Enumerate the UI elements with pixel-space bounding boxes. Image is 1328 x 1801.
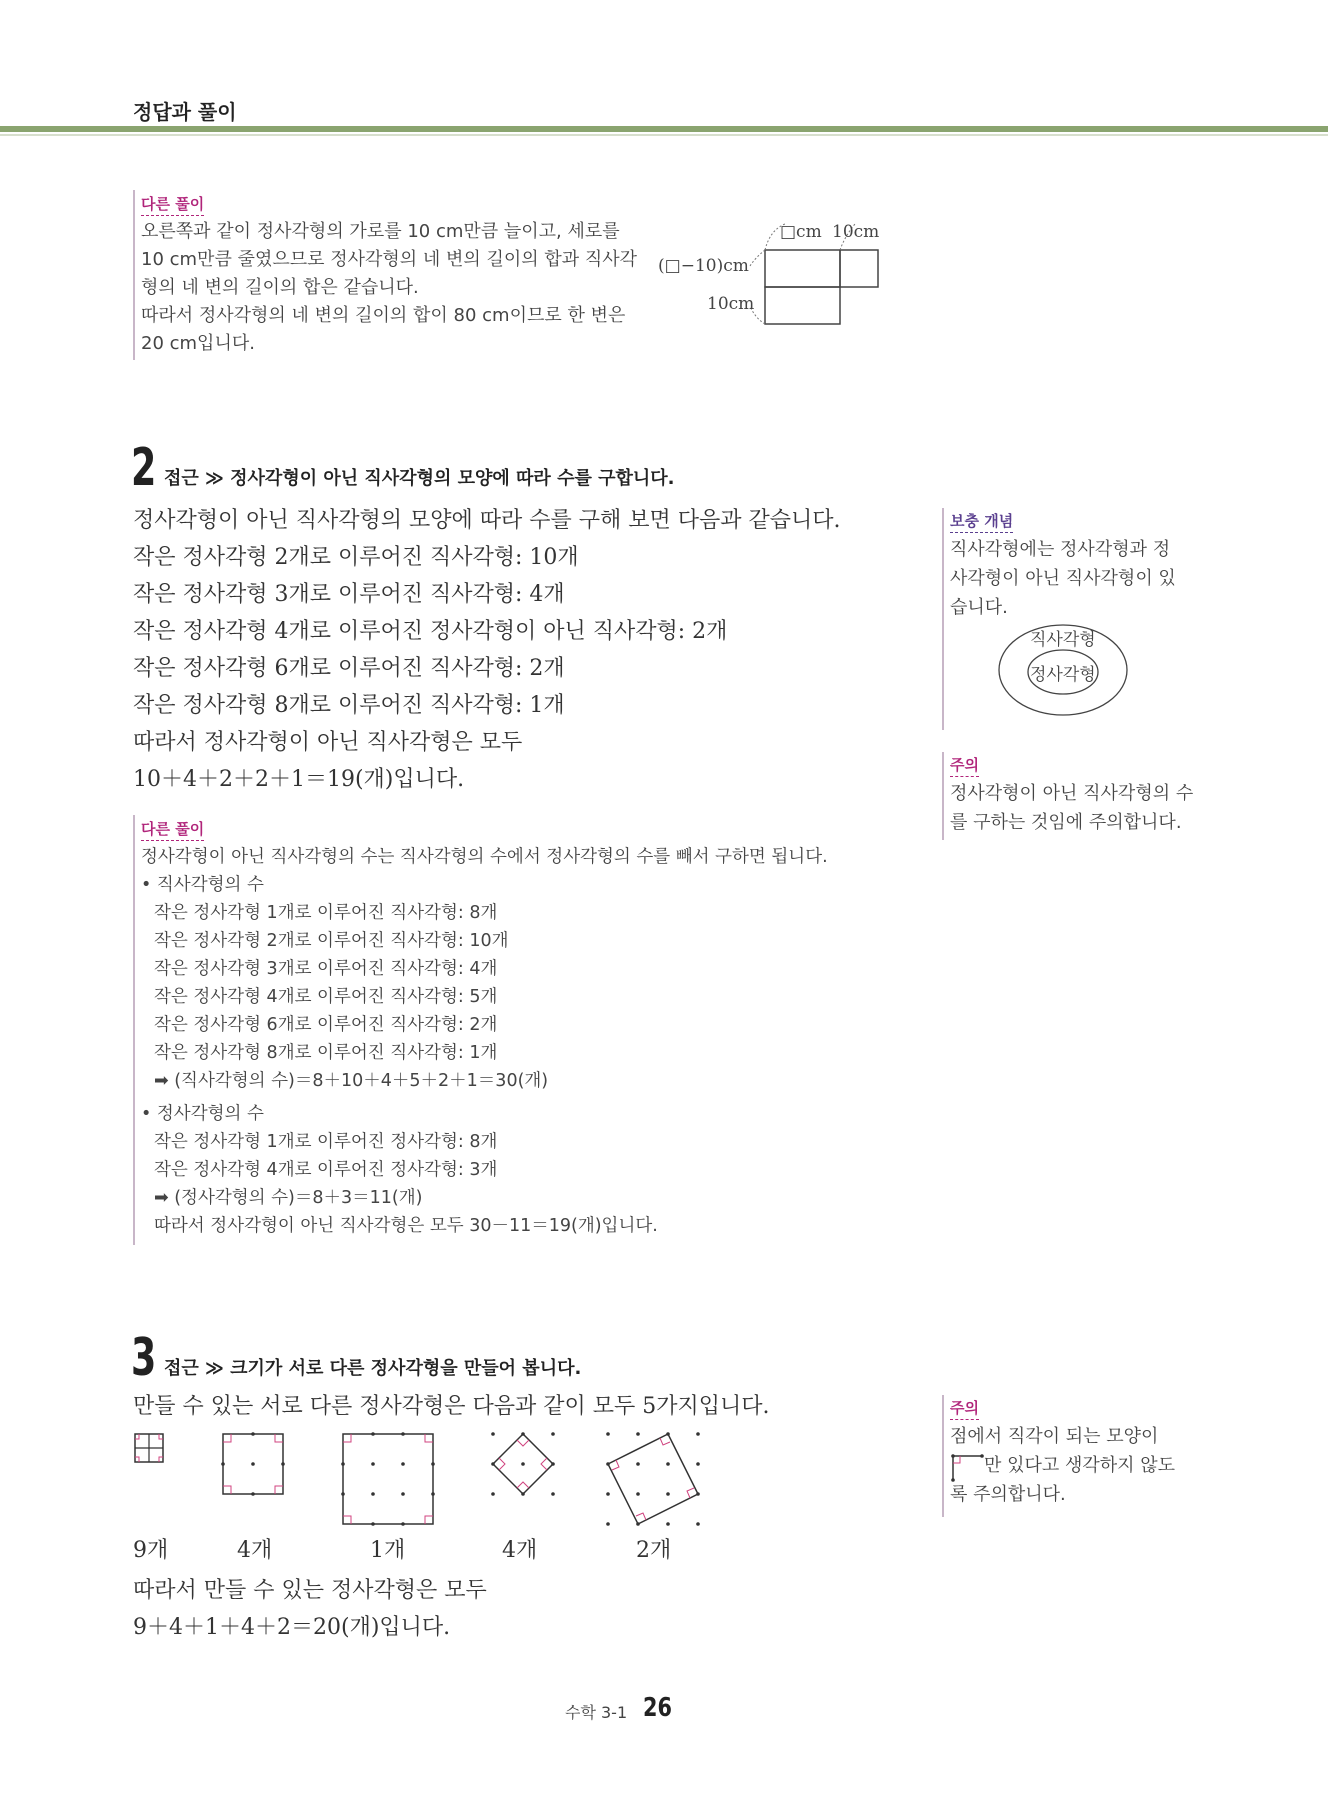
alt2-line: 작은 정사각형 1개로 이루어진 직사각형: 8개 <box>154 903 498 923</box>
alt2-line: 작은 정사각형 6개로 이루어진 직사각형: 2개 <box>154 1015 498 1035</box>
alt-solution-2-tag: 다른 풀이 <box>141 818 204 841</box>
caution2-line: 점에서 직각이 되는 모양이 <box>950 1426 1159 1447</box>
figure-count: 9개 <box>133 1538 169 1563</box>
side-caution-1-bar <box>942 752 944 840</box>
alt2-line: 작은 정사각형 1개로 이루어진 정사각형: 8개 <box>154 1132 498 1152</box>
alt2-line: 따라서 정사각형이 아닌 직사각형은 모두 30－11＝19(개)입니다. <box>154 1216 658 1236</box>
side-caution-1-tag: 주의 <box>950 754 979 777</box>
figure-small-square <box>135 1434 163 1462</box>
alt-solution-2-bar <box>133 815 135 1245</box>
fig-label-left1: (□−10)cm <box>658 256 749 276</box>
venn-inner-label: 정사각형 <box>1030 665 1096 685</box>
p3-line: 따라서 만들 수 있는 정사각형은 모두 <box>133 1578 487 1603</box>
figure-count: 4개 <box>237 1538 273 1563</box>
side-concept-bar <box>942 508 944 730</box>
square-figures <box>125 1420 725 1535</box>
fig-label-top1: □cm <box>780 222 822 242</box>
alt1-line: 형의 네 변의 길이의 합은 같습니다. <box>141 277 419 298</box>
p2-line: 따라서 정사각형이 아닌 직사각형은 모두 <box>133 730 523 755</box>
alt1-line: 오른쪽과 같이 정사각형의 가로를 10 cm만큼 늘이고, 세로를 <box>141 221 620 242</box>
figure-count: 1개 <box>370 1538 406 1563</box>
alt-solution-2-text <box>141 843 828 1240</box>
problem-2-approach: 접근 ≫ 정사각형이 아닌 직사각형의 모양에 따라 수를 구합니다. <box>164 468 675 489</box>
p2-line: 작은 정사각형 6개로 이루어진 직사각형: 2개 <box>133 656 565 681</box>
alt2-line: 정사각형이 아닌 직사각형의 수는 직사각형의 수에서 정사각형의 수를 빼서 구하면 됩니다. <box>141 847 828 867</box>
problem-3-conclusion <box>133 1572 487 1646</box>
caution1-line: 를 구하는 것임에 주의합니다. <box>950 812 1182 833</box>
concept-line: 사각형이 아닌 직사각형이 있 <box>950 568 1176 589</box>
right-angle-icon <box>950 1452 984 1482</box>
page-number: 26 <box>643 1693 672 1723</box>
alt2-line: 작은 정사각형 4개로 이루어진 직사각형: 5개 <box>154 987 498 1007</box>
problem-3-number: 3 <box>131 1328 157 1388</box>
concept-line: 직사각형에는 정사각형과 정 <box>950 539 1171 560</box>
alt2-line: 작은 정사각형 8개로 이루어진 직사각형: 1개 <box>154 1043 498 1063</box>
alt2-bullet: • 정사각형의 수 <box>141 1104 264 1124</box>
concept-line: 습니다. <box>950 597 1008 618</box>
caution1-line: 정사각형이 아닌 직사각형의 수 <box>950 783 1194 804</box>
footer-book-label: 수학 3-1 <box>565 1703 628 1722</box>
fig-label-top2: 10cm <box>832 222 880 242</box>
side-concept-tag: 보충 개념 <box>950 510 1013 533</box>
problem-3-intro: 만들 수 있는 서로 다른 정사각형은 다음과 같이 모두 5가지입니다. <box>133 1394 770 1419</box>
figure-count: 2개 <box>636 1538 672 1563</box>
alt2-line: 작은 정사각형 3개로 이루어진 직사각형: 4개 <box>154 959 498 979</box>
figure-large-square <box>341 1432 435 1526</box>
p2-line: 정사각형이 아닌 직사각형의 모양에 따라 수를 구해 보면 다음과 같습니다. <box>133 508 841 533</box>
alt2-line: ➡ (정사각형의 수)＝8＋3＝11(개) <box>154 1188 423 1208</box>
alt2-line: ➡ (직사각형의 수)＝8＋10＋4＋5＋2＋1＝30(개) <box>154 1071 549 1091</box>
figure-tilted-small-square <box>491 1432 555 1496</box>
p2-line: 작은 정사각형 8개로 이루어진 직사각형: 1개 <box>133 693 565 718</box>
venn-outer-label: 직사각형 <box>1030 630 1096 650</box>
p2-line: 작은 정사각형 2개로 이루어진 직사각형: 10개 <box>133 545 579 570</box>
alt-solution-1-bar <box>133 190 135 360</box>
p2-line: 작은 정사각형 4개로 이루어진 정사각형이 아닌 직사각형: 2개 <box>133 619 728 644</box>
problem-2-number: 2 <box>131 438 157 498</box>
side-concept-text <box>950 535 1190 622</box>
caution2-line: 만 있다고 생각하지 않도 <box>984 1455 1176 1476</box>
alt2-bullet: • 직사각형의 수 <box>141 875 264 895</box>
header-rule <box>0 126 1328 132</box>
alt-solution-1-text <box>141 218 637 358</box>
page-header-title: 정답과 풀이 <box>133 100 237 124</box>
p2-line: 10＋4＋2＋2＋1＝19(개)입니다. <box>133 767 465 792</box>
p2-line: 작은 정사각형 3개로 이루어진 직사각형: 4개 <box>133 582 565 607</box>
p3-line: 9＋4＋1＋4＋2＝20(개)입니다. <box>133 1615 451 1640</box>
problem-3-approach: 접근 ≫ 크기가 서로 다른 정사각형을 만들어 봅니다. <box>164 1358 582 1379</box>
side-caution-2-bar <box>942 1395 944 1517</box>
figure-count: 4개 <box>502 1538 538 1563</box>
header-rule-light <box>0 134 1328 136</box>
alt1-line: 20 cm입니다. <box>141 333 255 354</box>
alt-solution-1-tag: 다른 풀이 <box>141 193 204 216</box>
alt1-line: 따라서 정사각형의 네 변의 길이의 합이 80 cm이므로 한 변은 <box>141 305 626 326</box>
alt1-line: 10 cm만큼 줄였으므로 정사각형의 네 변의 길이의 합과 직사각 <box>141 249 638 270</box>
problem-2-solution <box>133 502 841 798</box>
alt2-line: 작은 정사각형 2개로 이루어진 직사각형: 10개 <box>154 931 509 951</box>
side-caution-2-tag: 주의 <box>950 1397 979 1420</box>
fig-label-left2: 10cm <box>707 294 755 314</box>
alt2-line: 작은 정사각형 4개로 이루어진 정사각형: 3개 <box>154 1160 498 1180</box>
caution2-line: 록 주의합니다. <box>950 1484 1066 1505</box>
side-caution-1-text <box>950 779 1193 837</box>
figure-tilted-large-square <box>606 1432 700 1526</box>
figure-medium-square <box>221 1432 285 1496</box>
